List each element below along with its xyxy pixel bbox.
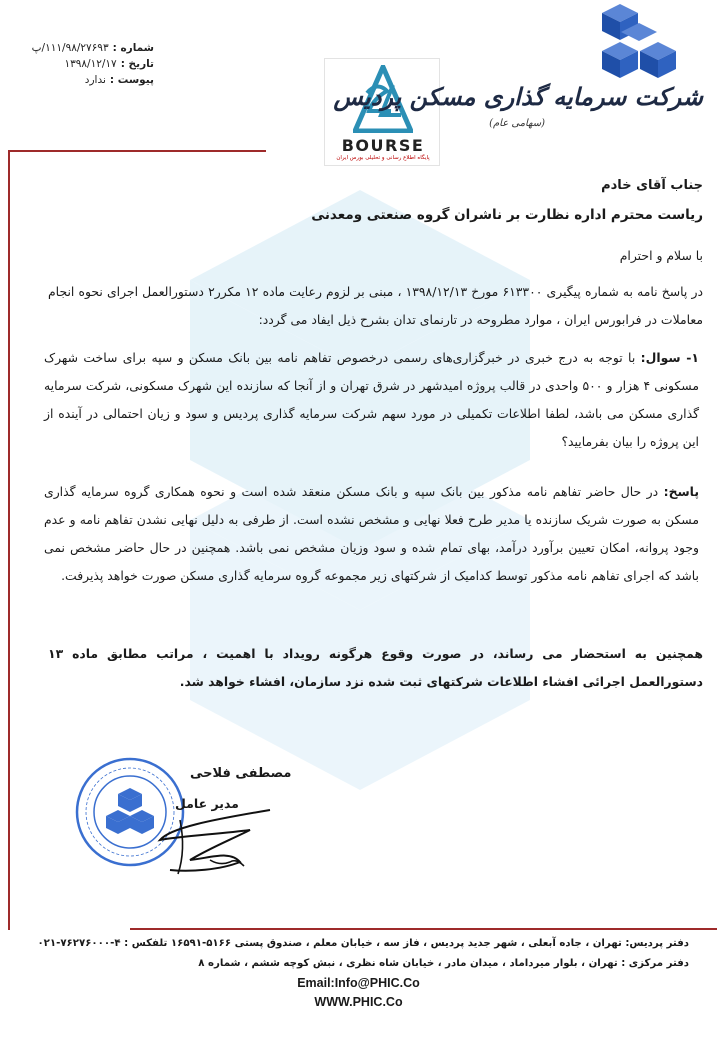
letter-number: شماره : ۱۱۱/۹۸/۲۷۶۹۳/پ xyxy=(31,42,154,54)
question-paragraph xyxy=(44,344,699,456)
bourse-tagline: پایگاه اطلاع رسانی و تحلیلی بورس ایران xyxy=(336,155,430,161)
company-subtitle: (سهامی عام) xyxy=(489,118,545,129)
company-name: شرکت سرمایه گذاری مسکن پردیس xyxy=(333,82,703,111)
bourse-word: BOURSE xyxy=(341,136,425,155)
closing-paragraph: همچنین به استحضار می رساند، در صورت وقوع هرگونه رویداد با اهمیت ، مراتب مطابق ماده ۱۳ دستورالعمل اجرائی افشاء اطلاعات شرکتهای ثبت شده نزد سازمان، افشاء خواهد شد. xyxy=(48,646,703,689)
bourse-logo xyxy=(324,58,440,166)
letter-attachment: پیوست : ندارد xyxy=(84,74,154,86)
footer-website: WWW.PHIC.Co xyxy=(314,995,403,1009)
header-rule xyxy=(8,150,266,152)
footer-address-pardis: دفتر پردیس: تهران ، جاده آبعلی ، شهر جدید پردیس ، فاز سه ، خیابان معلم ، صندوق پستی ۵۱۶۶-۱۶۵۹۱ تلفکس : ۴-۷۶۲۷۶۰۰۰-۰۲۱ xyxy=(37,938,689,949)
signatory-title: مدیر عامل xyxy=(175,796,239,811)
answer-label: پاسخ: xyxy=(663,484,699,499)
recipient-name: جناب آقای خادم xyxy=(601,178,703,193)
letter-footer xyxy=(0,934,717,1063)
answer-paragraph xyxy=(44,478,699,590)
signatory-name: مصطفی فلاحی xyxy=(190,766,292,781)
footer-rule xyxy=(130,928,717,930)
answer-text: در حال حاضر تفاهم نامه مذکور بین بانک سپه و بانک مسکن منعقد شده است و نحوه همکاری گروه سرمایه گذاری مسکن به صورت شریک سازنده یا مدیر طرح فعلا نهایی و مشخص نشده است. از طرفی به دلیل نهایی نشدن تفاهم نامه و عدم وجود پروانه، امکان تعیین برآورد درآمد، بهای تمام شده و سود وزیان مشخص نمی باشد. همچنین در حال حاضر مشخص نمی باشد که اجرای تفاهم نامه مذکور توسط کدامیک از شرکتهای زیر مجموعه گروه سرمایه گذاری مسکن صورت خواهد پذیرفت. xyxy=(44,484,699,583)
recipient xyxy=(311,172,703,230)
recipient-title: ریاست محترم اداره نظارت بر ناشران گروه صنعتی ومعدنی xyxy=(311,207,703,223)
intro-paragraph: در پاسخ نامه به شماره پیگیری ۶۱۳۳۰۰ مورخ ۱۳۹۸/۱۲/۱۳ ، مبنی بر لزوم رعایت ماده ۱۲ مکرر۲ دستورالعمل اجرای نحوه انجام معاملات در فرابورس ایران ، موارد مطروحه در تارنمای تدان بشرح ذیل ایفاد می گردد: xyxy=(48,284,703,327)
question-text: با توجه به درج خبری در خبرگزاری‌های رسمی درخصوص تفاهم نامه بین بانک مسکن و سپه برای ساخت شهرک مسکونی ۴ هزار و ۵۰۰ واحدی در قالب پروژه امیدشهر در شرق تهران و از آنجا که سازنده این شهرک مسکونی، شرکت سرمایه گذاری مسکن می باشد، لطفا اطلاعات تکمیلی در مورد سهم شرکت سرمایه گذاری پردیس و سود و زیان احتمالی در آینده از این پروژه را بیان بفرمایید؟ xyxy=(44,350,699,449)
margin-rule xyxy=(8,150,10,930)
footer-address-central: دفتر مرکزی : تهران ، بلوار میرداماد ، میدان مادر ، خیابان شاه نظری ، نبش کوچه ششم ، شماره ۸ xyxy=(198,958,689,969)
greeting: با سلام و احترام xyxy=(619,248,703,263)
footer-email: Email:Info@PHIC.Co xyxy=(297,976,420,990)
handwritten-signature xyxy=(150,800,280,880)
letter-meta xyxy=(14,40,154,88)
question-label: ۱- سوال: xyxy=(640,350,699,365)
letter-date: تاریخ : ۱۳۹۸/۱۲/۱۷ xyxy=(64,58,154,70)
